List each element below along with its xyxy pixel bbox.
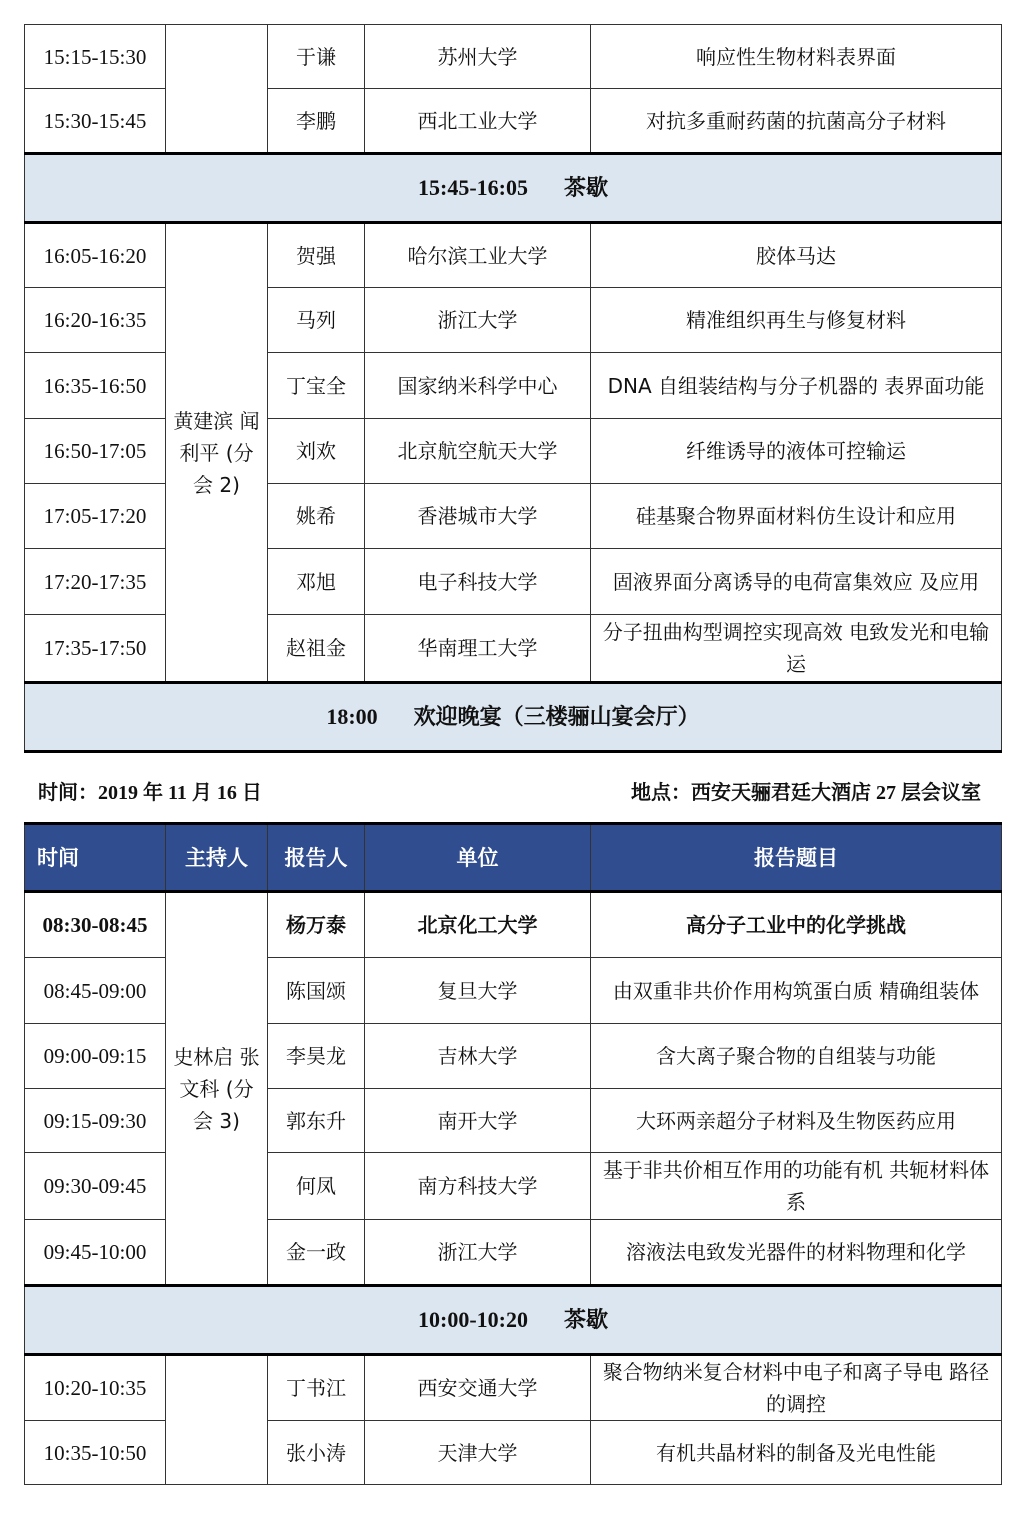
host-cell: 黄建滨 闻利平 (分会 2)	[166, 223, 268, 683]
speaker-cell: 金一政	[268, 1220, 365, 1286]
table-row	[25, 892, 1002, 958]
break-row	[25, 154, 1002, 223]
time-cell: 09:15-09:30	[25, 1089, 166, 1153]
date-place-line	[24, 772, 1001, 808]
break-label: 茶歇	[563, 175, 608, 201]
unit-cell: 哈尔滨工业大学	[365, 223, 591, 288]
unit-cell: 浙江大学	[365, 1220, 591, 1286]
speaker-cell: 贺强	[268, 223, 365, 288]
title-cell: 溶液法电致发光器件的材料物理和化学	[591, 1220, 1002, 1286]
speaker-cell: 丁书江	[268, 1355, 365, 1421]
speaker-cell: 刘欢	[268, 419, 365, 484]
title-cell: 含大离子聚合物的自组装与功能	[591, 1024, 1002, 1089]
time-cell: 16:50-17:05	[25, 419, 166, 484]
unit-cell: 国家纳米科学中心	[365, 353, 591, 419]
speaker-cell: 张小涛	[268, 1421, 365, 1485]
table-row	[25, 1355, 1002, 1421]
time-cell: 16:05-16:20	[25, 223, 166, 288]
speaker-cell: 丁宝全	[268, 353, 365, 419]
host-cell: 史林启 张文科 (分会 3)	[166, 892, 268, 1286]
unit-cell: 南开大学	[365, 1089, 591, 1153]
title-cell: 纤维诱导的液体可控输运	[591, 419, 1002, 484]
time-cell: 09:45-10:00	[25, 1220, 166, 1286]
header-time: 时间	[25, 824, 166, 892]
break-label: 茶歇	[563, 1307, 608, 1333]
speaker-cell: 郭东升	[268, 1089, 365, 1153]
time-cell: 17:05-17:20	[25, 484, 166, 549]
title-cell: 硅基聚合物界面材料仿生设计和应用	[591, 484, 1002, 549]
unit-cell: 西北工业大学	[365, 89, 591, 154]
time-cell: 16:20-16:35	[25, 288, 166, 353]
title-cell: 分子扭曲构型调控实现高效 电致发光和电输运	[591, 615, 1002, 683]
speaker-cell: 赵祖金	[268, 615, 365, 683]
title-cell: 聚合物纳米复合材料中电子和离子导电 路径的调控	[591, 1355, 1002, 1421]
unit-cell: 北京航空航天大学	[365, 419, 591, 484]
time-cell: 09:00-09:15	[25, 1024, 166, 1089]
break-time: 10:00-10:20	[418, 1306, 528, 1332]
title-cell: 由双重非共价作用构筑蛋白质 精确组装体	[591, 958, 1002, 1024]
speaker-cell: 何凤	[268, 1153, 365, 1220]
speaker-cell: 姚希	[268, 484, 365, 549]
header-host: 主持人	[166, 824, 268, 892]
unit-cell: 电子科技大学	[365, 549, 591, 615]
speaker-cell: 马列	[268, 288, 365, 353]
unit-cell: 华南理工大学	[365, 615, 591, 683]
time-cell: 17:35-17:50	[25, 615, 166, 683]
title-cell: 高分子工业中的化学挑战	[591, 892, 1002, 958]
time-cell: 08:30-08:45	[25, 892, 166, 958]
unit-cell: 北京化工大学	[365, 892, 591, 958]
unit-cell: 苏州大学	[365, 25, 591, 89]
schedule-table-day2	[24, 822, 1002, 1485]
unit-cell: 吉林大学	[365, 1024, 591, 1089]
banquet-row	[25, 683, 1002, 752]
header-title: 报告题目	[591, 824, 1002, 892]
title-cell: 响应性生物材料表界面	[591, 25, 1002, 89]
speaker-cell: 李鹏	[268, 89, 365, 154]
title-cell: 大环两亲超分子材料及生物医药应用	[591, 1089, 1002, 1153]
unit-cell: 复旦大学	[365, 958, 591, 1024]
unit-cell: 南方科技大学	[365, 1153, 591, 1220]
break-time: 15:45-16:05	[418, 174, 528, 200]
title-cell: 对抗多重耐药菌的抗菌高分子材料	[591, 89, 1002, 154]
time-cell: 10:35-10:50	[25, 1421, 166, 1485]
unit-cell: 西安交通大学	[365, 1355, 591, 1421]
table-row	[25, 25, 1002, 89]
title-cell: 基于非共价相互作用的功能有机 共轭材料体系	[591, 1153, 1002, 1220]
table-header-row	[25, 824, 1002, 892]
time-cell: 09:30-09:45	[25, 1153, 166, 1220]
schedule-table-day1	[24, 24, 1002, 753]
date-text: 时间：2019 年 11 月 16 日	[38, 782, 262, 804]
header-unit: 单位	[365, 824, 591, 892]
unit-cell: 香港城市大学	[365, 484, 591, 549]
title-cell: 固液界面分离诱导的电荷富集效应 及应用	[591, 549, 1002, 615]
speaker-cell: 杨万泰	[268, 892, 365, 958]
unit-cell: 浙江大学	[365, 288, 591, 353]
speaker-cell: 陈国颂	[268, 958, 365, 1024]
time-cell: 16:35-16:50	[25, 353, 166, 419]
speaker-cell: 邓旭	[268, 549, 365, 615]
banquet-time: 18:00	[326, 703, 378, 729]
title-cell: 胶体马达	[591, 223, 1002, 288]
time-cell: 10:20-10:35	[25, 1355, 166, 1421]
unit-cell: 天津大学	[365, 1421, 591, 1485]
host-cell	[166, 25, 268, 154]
banquet-label: 欢迎晚宴（三楼骊山宴会厅）	[413, 704, 700, 730]
title-cell: DNA 自组装结构与分子机器的 表界面功能	[591, 353, 1002, 419]
speaker-cell: 李昊龙	[268, 1024, 365, 1089]
place-text: 地点：西安天骊君廷大酒店 27 层会议室	[631, 782, 981, 804]
title-cell: 有机共晶材料的制备及光电性能	[591, 1421, 1002, 1485]
time-cell: 15:30-15:45	[25, 89, 166, 154]
speaker-cell: 于谦	[268, 25, 365, 89]
time-cell: 17:20-17:35	[25, 549, 166, 615]
break-row	[25, 1286, 1002, 1355]
title-cell: 精准组织再生与修复材料	[591, 288, 1002, 353]
time-cell: 08:45-09:00	[25, 958, 166, 1024]
header-speaker: 报告人	[268, 824, 365, 892]
host-cell	[166, 1355, 268, 1485]
table-row	[25, 223, 1002, 288]
time-cell: 15:15-15:30	[25, 25, 166, 89]
